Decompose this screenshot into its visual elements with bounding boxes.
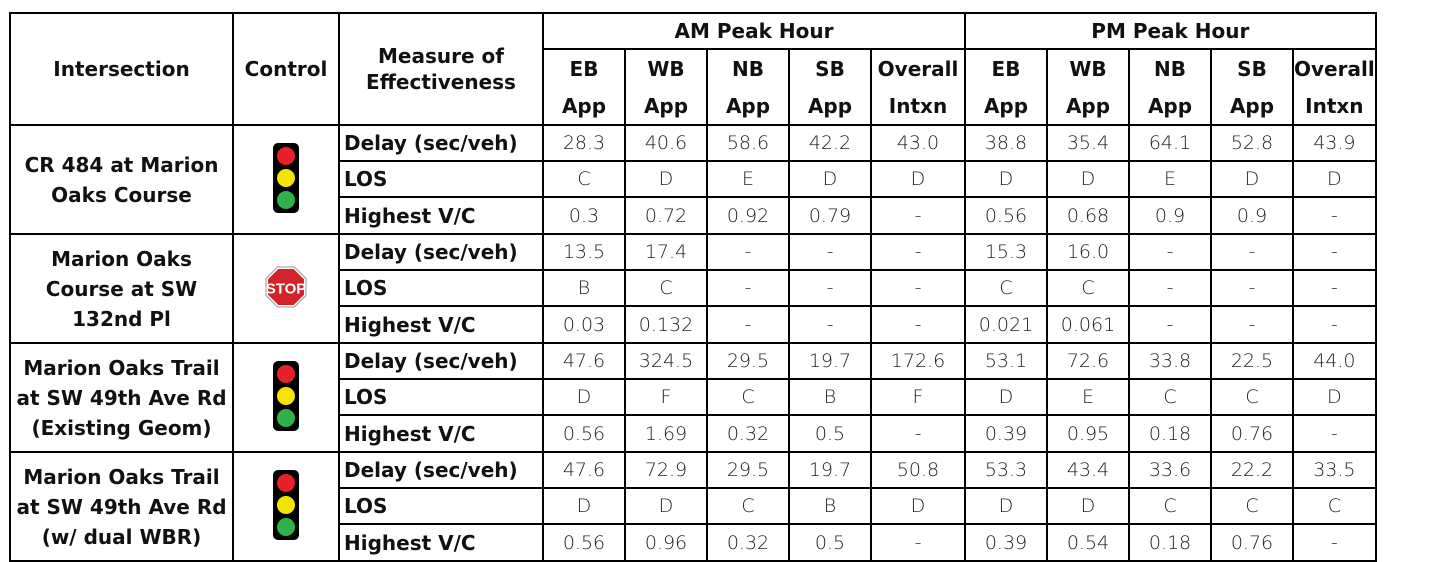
value-cell: 0.95 (1047, 415, 1129, 452)
value-cell: 0.39 (965, 524, 1047, 561)
header-intersection: Intersection (10, 13, 233, 125)
value-cell: 13.5 (543, 234, 625, 270)
value-cell: - (1211, 306, 1293, 343)
intersection-name: CR 484 at Marion Oaks Course (10, 125, 233, 234)
measure-label: Highest V/C (339, 415, 543, 452)
value-cell: C (1129, 379, 1211, 415)
value-cell: 0.56 (543, 415, 625, 452)
value-cell: 0.3 (543, 197, 625, 234)
value-cell: D (1293, 161, 1376, 197)
value-cell: - (1129, 270, 1211, 306)
value-cell: - (871, 524, 965, 561)
value-cell: C (1047, 270, 1129, 306)
header-am-overall-sub: Intxn (871, 87, 965, 125)
value-cell: 0.9 (1129, 197, 1211, 234)
value-cell: D (1047, 161, 1129, 197)
value-cell: 0.76 (1211, 415, 1293, 452)
value-cell: 0.18 (1129, 415, 1211, 452)
value-cell: 22.5 (1211, 343, 1293, 379)
measure-label: Delay (sec/veh) (339, 452, 543, 488)
header-am-nb-sub: App (707, 87, 789, 125)
value-cell: - (789, 234, 871, 270)
control-cell (233, 343, 339, 452)
measure-label: Highest V/C (339, 197, 543, 234)
header-am-nb: NB (707, 49, 789, 87)
value-cell: 19.7 (789, 343, 871, 379)
value-cell: 58.6 (707, 125, 789, 161)
value-cell: - (1293, 270, 1376, 306)
value-cell: 47.6 (543, 343, 625, 379)
value-cell: 0.39 (965, 415, 1047, 452)
header-pm-eb-sub: App (965, 87, 1047, 125)
value-cell: 22.2 (1211, 452, 1293, 488)
value-cell: 0.72 (625, 197, 707, 234)
value-cell: D (789, 161, 871, 197)
measure-label: Delay (sec/veh) (339, 234, 543, 270)
value-cell: - (1293, 306, 1376, 343)
value-cell: E (1129, 161, 1211, 197)
value-cell: 53.1 (965, 343, 1047, 379)
value-cell: 40.6 (625, 125, 707, 161)
value-cell: F (625, 379, 707, 415)
value-cell: 0.03 (543, 306, 625, 343)
value-cell: 0.18 (1129, 524, 1211, 561)
los-table (9, 12, 1377, 562)
value-cell: 33.5 (1293, 452, 1376, 488)
header-pm-sb-sub: App (1211, 87, 1293, 125)
control-cell (233, 452, 339, 561)
value-cell: E (707, 161, 789, 197)
value-cell: 72.6 (1047, 343, 1129, 379)
value-cell: 44.0 (1293, 343, 1376, 379)
value-cell: 0.96 (625, 524, 707, 561)
header-pm-overall-sub: Intxn (1293, 87, 1376, 125)
table-row (10, 234, 1376, 270)
header-pm-eb: EB (965, 49, 1047, 87)
header-control: Control (233, 13, 339, 125)
value-cell: - (871, 306, 965, 343)
value-cell: - (871, 234, 965, 270)
header-pm-wb-sub: App (1047, 87, 1129, 125)
value-cell: D (1047, 488, 1129, 524)
value-cell: B (789, 488, 871, 524)
measure-label: Highest V/C (339, 306, 543, 343)
header-measure: Measure of Effectiveness (339, 13, 543, 125)
value-cell: 1.69 (625, 415, 707, 452)
header-am-wb: WB (625, 49, 707, 87)
value-cell: 64.1 (1129, 125, 1211, 161)
value-cell: 53.3 (965, 452, 1047, 488)
value-cell: - (1293, 524, 1376, 561)
value-cell: D (543, 488, 625, 524)
value-cell: 16.0 (1047, 234, 1129, 270)
value-cell: D (965, 488, 1047, 524)
value-cell: C (1211, 488, 1293, 524)
table-row (10, 125, 1376, 161)
value-cell: 38.8 (965, 125, 1047, 161)
value-cell: 0.5 (789, 524, 871, 561)
control-cell (233, 125, 339, 234)
stop-sign-text: STOP (265, 280, 307, 297)
value-cell: D (1293, 379, 1376, 415)
value-cell: C (965, 270, 1047, 306)
value-cell: C (1293, 488, 1376, 524)
value-cell: C (1211, 379, 1293, 415)
value-cell: D (625, 161, 707, 197)
value-cell: 0.79 (789, 197, 871, 234)
value-cell: C (1129, 488, 1211, 524)
value-cell: 0.32 (707, 524, 789, 561)
value-cell: D (965, 379, 1047, 415)
header-am-sb: SB (789, 49, 871, 87)
measure-label: Highest V/C (339, 524, 543, 561)
value-cell: F (871, 379, 965, 415)
measure-label: LOS (339, 488, 543, 524)
value-cell: 47.6 (543, 452, 625, 488)
value-cell: 0.132 (625, 306, 707, 343)
value-cell: 33.6 (1129, 452, 1211, 488)
measure-label: LOS (339, 161, 543, 197)
value-cell: E (1047, 379, 1129, 415)
value-cell: D (1211, 161, 1293, 197)
value-cell: 0.32 (707, 415, 789, 452)
header-pm-overall: Overall (1293, 49, 1376, 87)
value-cell: B (543, 270, 625, 306)
header-pm-wb: WB (1047, 49, 1129, 87)
table-row (10, 452, 1376, 488)
value-cell: D (871, 161, 965, 197)
value-cell: 17.4 (625, 234, 707, 270)
value-cell: B (789, 379, 871, 415)
value-cell: 43.0 (871, 125, 965, 161)
value-cell: 0.68 (1047, 197, 1129, 234)
header-pm-peak: PM Peak Hour (965, 13, 1376, 49)
measure-label: Delay (sec/veh) (339, 343, 543, 379)
value-cell: C (543, 161, 625, 197)
header-pm-nb-sub: App (1129, 87, 1211, 125)
value-cell: 0.021 (965, 306, 1047, 343)
traffic-signal-icon (271, 469, 301, 541)
value-cell: - (1129, 234, 1211, 270)
value-cell: D (871, 488, 965, 524)
measure-label: LOS (339, 270, 543, 306)
value-cell: - (871, 270, 965, 306)
header-am-eb: EB (543, 49, 625, 87)
value-cell: - (707, 306, 789, 343)
value-cell: 0.76 (1211, 524, 1293, 561)
value-cell: C (707, 379, 789, 415)
value-cell: - (1211, 270, 1293, 306)
header-am-peak: AM Peak Hour (543, 13, 965, 49)
value-cell: D (965, 161, 1047, 197)
measure-label: LOS (339, 379, 543, 415)
value-cell: 28.3 (543, 125, 625, 161)
value-cell: 0.5 (789, 415, 871, 452)
value-cell: C (707, 488, 789, 524)
value-cell: 15.3 (965, 234, 1047, 270)
header-pm-nb: NB (1129, 49, 1211, 87)
value-cell: - (871, 197, 965, 234)
value-cell: 0.54 (1047, 524, 1129, 561)
traffic-signal-icon (271, 142, 301, 214)
table-row (10, 343, 1376, 379)
header-am-wb-sub: App (625, 87, 707, 125)
value-cell: D (625, 488, 707, 524)
value-cell: - (789, 306, 871, 343)
value-cell: - (1211, 234, 1293, 270)
value-cell: 324.5 (625, 343, 707, 379)
value-cell: - (707, 234, 789, 270)
header-pm-sb: SB (1211, 49, 1293, 87)
intersection-name: Marion Oaks Trail at SW 49th Ave Rd (Existing Geom) (10, 343, 233, 452)
value-cell: 172.6 (871, 343, 965, 379)
value-cell: 0.56 (965, 197, 1047, 234)
value-cell: 0.56 (543, 524, 625, 561)
value-cell: 43.9 (1293, 125, 1376, 161)
value-cell: - (1129, 306, 1211, 343)
value-cell: 52.8 (1211, 125, 1293, 161)
intersection-name: Marion Oaks Course at SW 132nd Pl (10, 234, 233, 343)
header-am-overall: Overall (871, 49, 965, 87)
value-cell: - (1293, 415, 1376, 452)
value-cell: D (543, 379, 625, 415)
intersection-name: Marion Oaks Trail at SW 49th Ave Rd (w/ dual WBR) (10, 452, 233, 561)
header-am-sb-sub: App (789, 87, 871, 125)
value-cell: 19.7 (789, 452, 871, 488)
measure-label: Delay (sec/veh) (339, 125, 543, 161)
value-cell: - (1293, 234, 1376, 270)
value-cell: C (625, 270, 707, 306)
traffic-signal-icon (271, 360, 301, 432)
value-cell: - (1293, 197, 1376, 234)
control-cell (233, 234, 339, 343)
value-cell: 29.5 (707, 452, 789, 488)
value-cell: - (707, 270, 789, 306)
value-cell: 43.4 (1047, 452, 1129, 488)
header-am-eb-sub: App (543, 87, 625, 125)
value-cell: 33.8 (1129, 343, 1211, 379)
value-cell: 0.9 (1211, 197, 1293, 234)
value-cell: - (871, 415, 965, 452)
value-cell: 42.2 (789, 125, 871, 161)
value-cell: 72.9 (625, 452, 707, 488)
value-cell: 29.5 (707, 343, 789, 379)
stop-sign-icon (265, 266, 307, 308)
value-cell: 50.8 (871, 452, 965, 488)
value-cell: 35.4 (1047, 125, 1129, 161)
value-cell: 0.92 (707, 197, 789, 234)
value-cell: 0.061 (1047, 306, 1129, 343)
value-cell: - (789, 270, 871, 306)
